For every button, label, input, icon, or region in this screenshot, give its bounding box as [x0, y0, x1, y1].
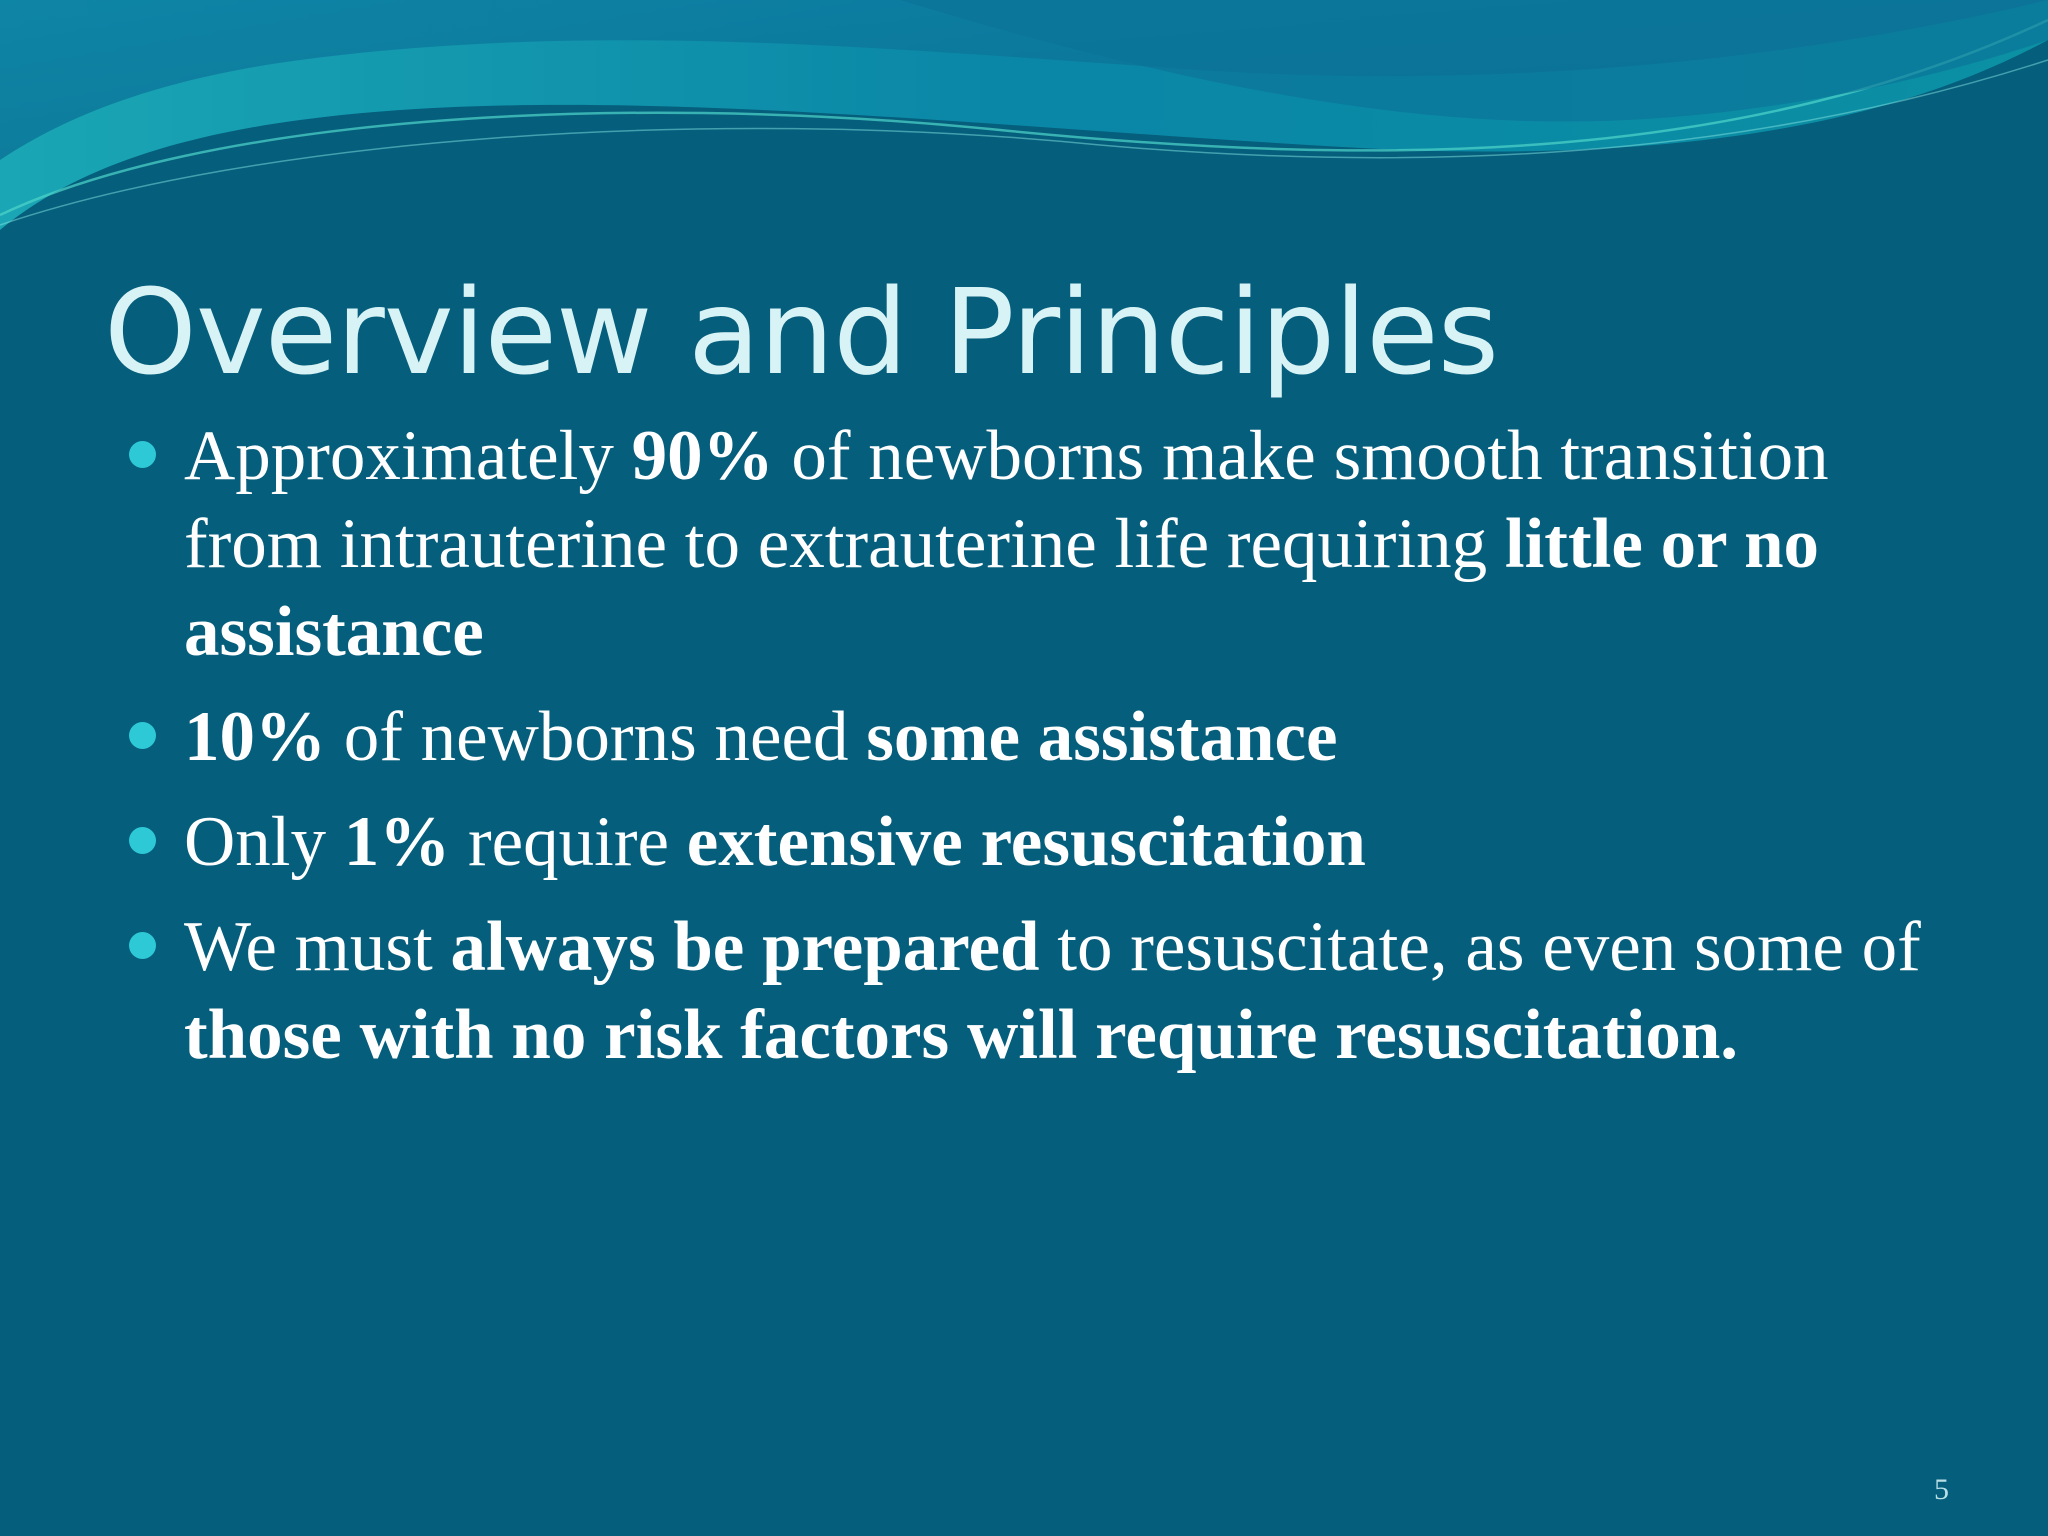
bullet-dot-icon	[129, 722, 156, 749]
bullet-item-2	[184, 693, 1944, 781]
bullet-text: Only 1% require extensive resuscitation	[184, 803, 1366, 881]
bullet-list	[184, 412, 1944, 1096]
bullet-text: 10% of newborns need some assistance	[184, 698, 1338, 776]
bullet-item-3	[184, 798, 1944, 886]
bullet-text: We must always be prepared to resuscitate, as even some of those with no risk factors will require resuscitation.	[184, 908, 1921, 1074]
page-number: 5	[1934, 1473, 1949, 1506]
bullet-item-1	[184, 412, 1944, 676]
decorative-wave-header	[0, 0, 2048, 260]
slide-title: Overview and Principles	[104, 263, 1499, 401]
bullet-text: Approximately 90% of newborns make smooth transition from intrauterine to extrauterine life requiring little or no assistance	[184, 417, 1829, 671]
bullet-dot-icon	[129, 932, 156, 959]
bullet-dot-icon	[129, 827, 156, 854]
bullet-dot-icon	[129, 441, 156, 468]
bullet-item-4	[184, 903, 1944, 1079]
